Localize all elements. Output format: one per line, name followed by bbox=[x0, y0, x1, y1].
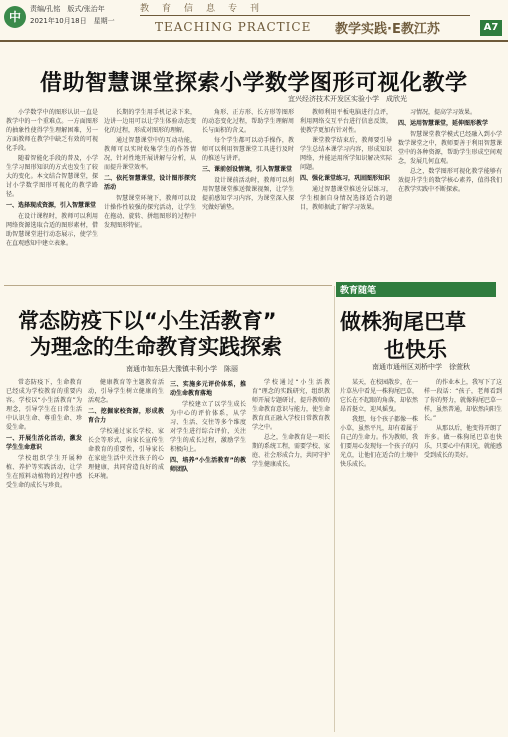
paragraph: 通过智慧课堂推送分层练习，学生根据自身情况选择适合的题目，教师据此了解学习效果。 bbox=[300, 186, 392, 211]
header-rule bbox=[0, 40, 508, 42]
paragraph: 小学数学中的图形认识一直是教学中的一个重难点。一方面图形的抽象性使得学生理解困难，另一方面教师在教学中缺乏有效的可视化手段。 bbox=[6, 109, 98, 152]
article-3-title-line-1: 做株狗尾巴草 bbox=[340, 310, 466, 334]
issue-date: 2021年10月18日 星期一 bbox=[30, 17, 115, 25]
article-3-title-line-2: 也快乐 bbox=[384, 338, 447, 362]
section-heading: 三、实施多元评价体系，推动生命教育落地 bbox=[170, 381, 246, 397]
section-heading: 一、选择现成资源，引入智慧课堂 bbox=[6, 202, 97, 209]
paragraph: 总之，数学图形可视化教学能够有效提升学生的数学核心素养，值得我们在教学实践中不断探索。 bbox=[398, 168, 502, 193]
article-1-column-3 bbox=[202, 108, 294, 280]
section-divider bbox=[4, 285, 332, 286]
paragraph: 学校通过家长学校、家长会等形式，向家长宣传生命教育的重要性，引导家长在家庭生活中关注孩子的心理健康，共同营造良好的成长环境。 bbox=[88, 428, 164, 480]
article-1-column-4 bbox=[300, 108, 392, 280]
paragraph: 习情况，提高学习效果。 bbox=[410, 109, 477, 116]
paragraph: 角形、正方形、长方形等图形的动态变化过程，帮助学生理解周长与面积的含义。 bbox=[202, 109, 294, 134]
article-2-title-line-2: 为理念的生命教育实践探索 bbox=[30, 335, 282, 359]
page-header bbox=[0, 0, 508, 45]
page-number: A7 bbox=[480, 20, 502, 36]
paragraph: 总之，生命教育是一项长期的系统工程，需要学校、家庭、社会形成合力，共同守护学生健康成长。 bbox=[252, 434, 330, 468]
section-heading: 二、挖掘家校资源，形成教育合力 bbox=[88, 408, 164, 424]
paragraph: 健康教育等主题教育活动，引导学生树立健康的生活观念。 bbox=[88, 379, 164, 404]
article-2-column-1 bbox=[6, 378, 82, 730]
paragraph: 设计课前活动时，教师可以利用智慧课堂推送微课视频，让学生提前感知学习内容，为课堂深入探究做好铺垫。 bbox=[202, 177, 294, 211]
paragraph: 每个学生都可以动手操作，教师可以利用智慧课堂工具进行及时的推送与讲评。 bbox=[202, 137, 294, 162]
paragraph: 通过智慧课堂中的互动功能，教师可以实时收集学生的作答情况，针对性地开展讲解与分析，从而提升课堂效率。 bbox=[104, 137, 196, 171]
paragraph: 在设计课程时，教师可以利用网络资源选取合适的图形素材，借助智慧课堂进行动态展示，使学生在直观感知中建立表象。 bbox=[6, 213, 98, 247]
section-heading: 二、依托智慧课堂，设计图形探究活动 bbox=[104, 175, 196, 191]
paragraph: 智慧课堂环境下，教师可以设计操作性较强的探究活动，让学生在拖动、旋转、拼组图形的过程中发现图形特征。 bbox=[104, 195, 196, 229]
section-title: 教学实践·E教江苏 bbox=[335, 22, 440, 37]
section-heading: 四、运用智慧课堂，延伸图形教学 bbox=[398, 120, 489, 127]
article-3-byline: 南通市通州区刘桥中学 徐萱秋 bbox=[372, 363, 470, 371]
paragraph: 学校建立了以学生成长为中心的评价体系，从学习、生活、交往等多个维度对学生进行综合评价，关注学生的成长过程，激励学生积极向上。 bbox=[170, 401, 246, 453]
article-2-column-4 bbox=[252, 378, 330, 730]
section-heading: 三、课前创设情境，引入智慧课堂 bbox=[202, 166, 293, 173]
article-3-column-2 bbox=[424, 378, 502, 730]
article-1-byline: 宜兴经济技术开发区实验小学 成欣光 bbox=[288, 95, 407, 103]
article-3-column-1 bbox=[340, 378, 418, 730]
paragraph: 长期的学生用手机记录下来，边讲一边用可以让学生体验动态变化的过程，形成对图形的理解。 bbox=[104, 109, 196, 134]
column-name: 教育信息专刊 bbox=[140, 4, 273, 14]
section-heading: 四、培养“小生活教育”的教师团队 bbox=[170, 457, 246, 473]
article-1-column-1 bbox=[6, 108, 98, 280]
section-heading: 一、开展生活化活动，激发学生生命意识 bbox=[6, 435, 82, 451]
editors-line: 责编/孔铭 版式/张治年 bbox=[30, 5, 105, 13]
newspaper-logo: 中 bbox=[4, 6, 26, 28]
english-title: TEACHING PRACTICE bbox=[155, 20, 312, 34]
essay-tag: 教育随笔 bbox=[340, 286, 377, 296]
article-1-title: 借助智慧课堂探索小学数学图形可视化教学 bbox=[40, 71, 468, 96]
header-divider bbox=[140, 15, 470, 16]
paragraph: 课堂教学结束后，教师要引导学生总结本课学习内容，形成知识网络，并能运用所学知识解决实际问题。 bbox=[300, 137, 392, 171]
article-2-column-3 bbox=[170, 378, 246, 730]
article-1-column-5 bbox=[398, 108, 502, 280]
article-2-byline: 南通市如东县大豫镇丰利小学 陈丽 bbox=[126, 365, 238, 373]
paragraph: 某天，在校园散步，在一片草丛中看见一株狗尾巴草，它长在不起眼的角落，却依然昂首挺立，迎风摇曳。 bbox=[340, 379, 418, 413]
article-2-column-2 bbox=[88, 378, 164, 730]
column-divider bbox=[334, 286, 335, 732]
paragraph: 学校组织学生开展种植、养护等实践活动，让学生在照料动植物的过程中感受生命的成长与珍贵。 bbox=[6, 455, 82, 489]
article-2-title-line-1: 常态防疫下以“小生活教育” bbox=[18, 309, 277, 333]
paragraph: 教师利用平板电脑进行点评，利用网络交互平台进行信息反馈，使教学更加有针对性。 bbox=[300, 109, 392, 134]
section-heading: 四、强化课堂练习，巩固图形知识 bbox=[300, 175, 391, 182]
paragraph: 随着智能化手段的普及，小学生学习图形知识的方式也发生了较大的变化。本文结合智慧课堂，探讨小学数学图形可视化的教学路径。 bbox=[6, 155, 98, 198]
paragraph: 从那以后，他变得开朗了许多。做一株狗尾巴草也快乐，只要心中有阳光，就能感受到成长的美好。 bbox=[424, 425, 502, 459]
paragraph: 智慧课堂教学模式已经融入到小学数学课堂之中，教师要善于利用智慧课堂中的各种资源，帮助学生形成空间观念，发展几何直观。 bbox=[398, 131, 502, 165]
paragraph: 学校通过“小生活教育”理念的实践研究，组织教师开展专题研讨，提升教师的生命教育意识与能力，使生命教育真正融入学校日常教育教学之中。 bbox=[252, 379, 330, 431]
paragraph: 的作业本上，我写下了这样一段话：“孩子，老师看到了你的努力，就像狗尾巴草一样，虽然普通，却依然向阳生长。” bbox=[424, 379, 502, 422]
paragraph: 常态防疫下，生命教育已经成为学校教育的重要内容。学校以“小生活教育”为理念，引导学生在日常生活中认识生命、尊重生命、珍爱生命。 bbox=[6, 379, 82, 431]
paragraph: 我想，每个孩子都像一株小草，虽然平凡，却有着属于自己的生命力。作为教师，我们要用心发现每一个孩子的闪光点，让他们在适合的土壤中快乐成长。 bbox=[340, 416, 418, 468]
article-1-column-2 bbox=[104, 108, 196, 280]
